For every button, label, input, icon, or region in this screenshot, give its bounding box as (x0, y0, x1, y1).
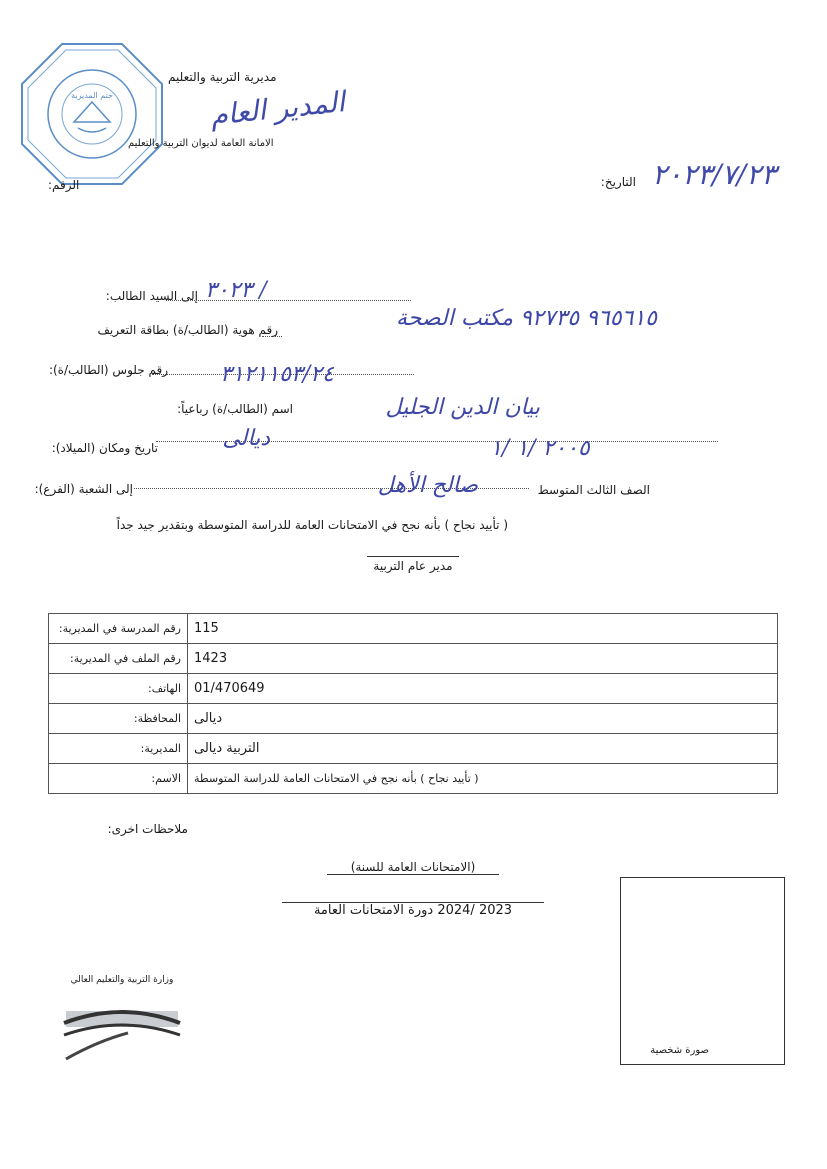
notes-label: ملاحظات اخرى: (107, 822, 188, 836)
field-value-branch: صالح الأهل (377, 473, 478, 498)
table-row (49, 644, 778, 674)
exam-title: (الامتحانات العامة للسنة) (327, 860, 499, 875)
statement-text: ( تأييد نجاح ) بأنه نجح في الامتحانات العامة للدراسة المتوسطة وبتقدير جيد جداً (116, 518, 508, 532)
field-label-id: رقم هوية (الطالب/ة) بطاقة التعريف (97, 323, 278, 337)
exam-year: 2023 /2024 دورة الامتحانات العامة (282, 902, 544, 918)
school-info-table (48, 613, 778, 794)
field-label-branch: إلى الشعبة (الفرع): (34, 482, 133, 496)
table-value: التربية ديالى (188, 734, 778, 764)
table-row (49, 704, 778, 734)
table-label: الهاتف: (49, 674, 188, 704)
svg-text:ختم المديرية: ختم المديرية (71, 91, 113, 100)
issuer-sub: الامانة العامة لديوان التربية والتعليم (128, 138, 274, 149)
field-value-recipient: ٣٠٢٣ / (205, 278, 267, 303)
ref-number-label: الرقم: (48, 178, 80, 192)
logo-text: وزارة التربية والتعليم العالي (70, 975, 174, 985)
date-value: ٢٠٢٣/٧/٢٣ (652, 158, 777, 191)
table-label: المحافظة: (49, 704, 188, 734)
table-label: الاسم: (49, 764, 188, 794)
table-label: رقم الملف في المديرية: (49, 644, 188, 674)
logo-mark (58, 1003, 186, 1065)
issuer-line: مديرية التربية والتعليم (168, 70, 277, 84)
field-label-birth: تاريخ ومكان (الميلاد): (51, 441, 158, 455)
field-value-birth-place: ديالى (222, 426, 270, 451)
table-row (49, 614, 778, 644)
table-value: ديالى (188, 704, 778, 734)
field-value-seat: ٣١٢١١٥٣/٢٤ (220, 362, 334, 387)
field-label-recipient: إلى السيد الطالب: (105, 289, 198, 303)
photo-label: صورة شخصية (650, 1045, 709, 1056)
table-value: 01/470649 (188, 674, 778, 704)
field-dots (262, 336, 282, 337)
table-value: ( تأييد نجاح ) بأنه نجح في الامتحانات العامة للدراسة المتوسطة (188, 764, 778, 794)
field-label-name: اسم (الطالب/ة) رباعياً: (177, 402, 293, 416)
signature-label: مدير عام التربية (367, 556, 459, 573)
table-row (49, 764, 778, 794)
table-label: المديرية: (49, 734, 188, 764)
photo-box (620, 877, 785, 1065)
table-value: 115 (188, 614, 778, 644)
field-value-id: ٩٦٥٦١٥ ٩٢٧٣٥ مكتب الصحة (395, 306, 657, 331)
table-row (49, 734, 778, 764)
table-label: رقم المدرسة في المديرية: (49, 614, 188, 644)
field-value-name: بيان الدين الجليل (385, 395, 540, 420)
table-value: 1423 (188, 644, 778, 674)
field-value-birth-date: ٢٠٠٥ /١ /١ (490, 436, 590, 461)
field-label-seat: رقم جلوس (الطالب/ة): (48, 363, 168, 377)
ministry-logo (58, 975, 186, 1065)
field-label-grade: الصف الثالث المتوسط (537, 483, 650, 497)
official-seal (18, 40, 166, 188)
date-label: التاريخ: (600, 175, 636, 189)
handwritten-signature: المدير العام (208, 85, 347, 132)
table-row (49, 674, 778, 704)
